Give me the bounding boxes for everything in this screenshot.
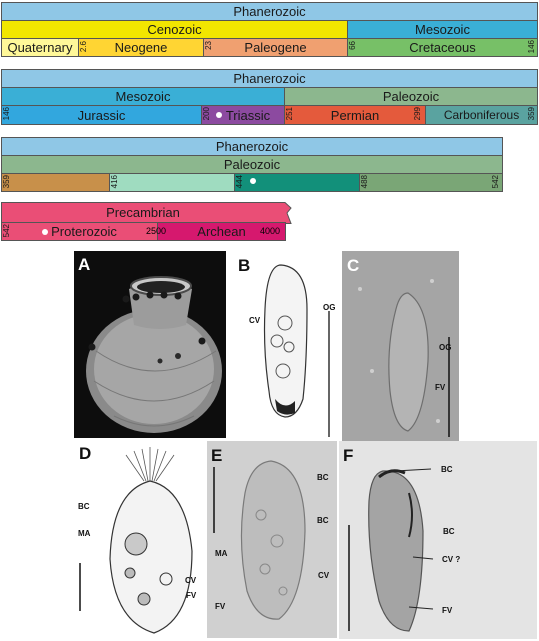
cell-outline bbox=[207, 441, 337, 638]
age-label: 66 bbox=[348, 41, 357, 50]
annotation-fv: FV bbox=[215, 602, 226, 611]
period-proterozoic-label: Proterozoic bbox=[51, 224, 117, 239]
panel-e-micrograph bbox=[207, 441, 337, 638]
period-silurian bbox=[109, 173, 235, 192]
panel-label: A bbox=[78, 255, 91, 274]
cell-outline bbox=[229, 251, 341, 441]
age-label: 542 bbox=[491, 175, 500, 189]
annotation-og: OG bbox=[323, 303, 336, 312]
proterozoic-marker-dot bbox=[42, 229, 48, 235]
panel-label: F bbox=[343, 446, 354, 465]
age-label: 200 bbox=[202, 107, 211, 121]
annotation-bc: BC bbox=[317, 473, 329, 482]
period-permian: Permian bbox=[284, 105, 426, 125]
ordovician-marker-dot bbox=[250, 178, 256, 184]
lorica-illustration bbox=[74, 251, 226, 438]
row1-eon: Phanerozoic bbox=[1, 2, 538, 21]
annotation-fv: FV bbox=[435, 383, 446, 392]
period-archean: Archean bbox=[157, 222, 286, 241]
age-label: 146 bbox=[2, 107, 11, 121]
age-label: 359 bbox=[527, 107, 536, 121]
row4-eon: Precambrian bbox=[106, 205, 180, 220]
period-neogene: Neogene bbox=[78, 38, 204, 57]
age-label: 251 bbox=[285, 107, 294, 121]
age-label: 488 bbox=[360, 175, 369, 189]
age-label: 416 bbox=[110, 175, 119, 189]
row3-eon: Phanerozoic bbox=[1, 137, 503, 156]
panel-f-micrograph bbox=[339, 441, 537, 639]
age-label: 542 bbox=[2, 224, 11, 238]
panel-label: C bbox=[347, 256, 360, 275]
row2-era-mesozoic: Mesozoic bbox=[1, 87, 285, 106]
annotation-bc: BC bbox=[317, 516, 329, 525]
age-label: 146 bbox=[527, 40, 536, 54]
annotation-cv: CV bbox=[318, 571, 330, 580]
annotation-fv: FV bbox=[186, 591, 197, 600]
panel-label: D bbox=[79, 444, 92, 463]
annotation-ma: MA bbox=[78, 529, 91, 538]
annotation-cv: CV bbox=[249, 316, 261, 325]
period-devonian bbox=[1, 173, 110, 192]
period-paleogene: Paleogene bbox=[203, 38, 348, 57]
age-label: 299 bbox=[413, 107, 422, 121]
triassic-marker-dot bbox=[216, 112, 222, 118]
panel-label: E bbox=[211, 446, 223, 465]
annotation-ma: MA bbox=[215, 549, 228, 558]
annotation-cv: CV bbox=[185, 576, 197, 585]
age-label: 444 bbox=[235, 175, 244, 189]
age-label: 2500 bbox=[146, 226, 167, 236]
annotation-bc: BC bbox=[78, 502, 90, 511]
row2-era-paleozoic: Paleozoic bbox=[284, 87, 538, 106]
ciliate-drawing bbox=[74, 441, 206, 638]
annotation-og: OG bbox=[439, 343, 452, 352]
panel-b-micrograph bbox=[229, 251, 341, 441]
age-label: 23 bbox=[204, 41, 213, 50]
row1-era-cenozoic: Cenozoic bbox=[1, 20, 348, 39]
panel-d-drawing bbox=[74, 441, 206, 638]
panel-c-micrograph bbox=[342, 251, 459, 441]
age-label: 359 bbox=[2, 175, 11, 189]
period-proterozoic bbox=[1, 222, 158, 241]
age-label: 4000 bbox=[260, 226, 281, 236]
row3-era-paleozoic: Paleozoic bbox=[1, 155, 503, 174]
period-triassic bbox=[201, 105, 285, 125]
panel-a-sem-image bbox=[74, 251, 226, 438]
annotation-fv: FV bbox=[442, 606, 453, 615]
period-cambrian bbox=[359, 173, 503, 192]
period-cretaceous: Cretaceous bbox=[347, 38, 538, 57]
row1-era-mesozoic: Mesozoic bbox=[347, 20, 538, 39]
period-carboniferous: Carboniferous bbox=[425, 105, 538, 125]
row2-eon: Phanerozoic bbox=[1, 69, 538, 88]
period-quaternary: Quaternary bbox=[1, 38, 79, 57]
cell-outline bbox=[339, 441, 537, 639]
age-label: 2.6 bbox=[79, 41, 88, 53]
annotation-bc: BC bbox=[443, 527, 455, 536]
annotation-bc: BC bbox=[441, 465, 453, 474]
annotation-cv-questionable: CV ? bbox=[442, 555, 461, 564]
period-triassic-label: Triassic bbox=[225, 107, 271, 123]
period-jurassic: Jurassic bbox=[1, 105, 202, 125]
panel-label: B bbox=[238, 256, 251, 275]
